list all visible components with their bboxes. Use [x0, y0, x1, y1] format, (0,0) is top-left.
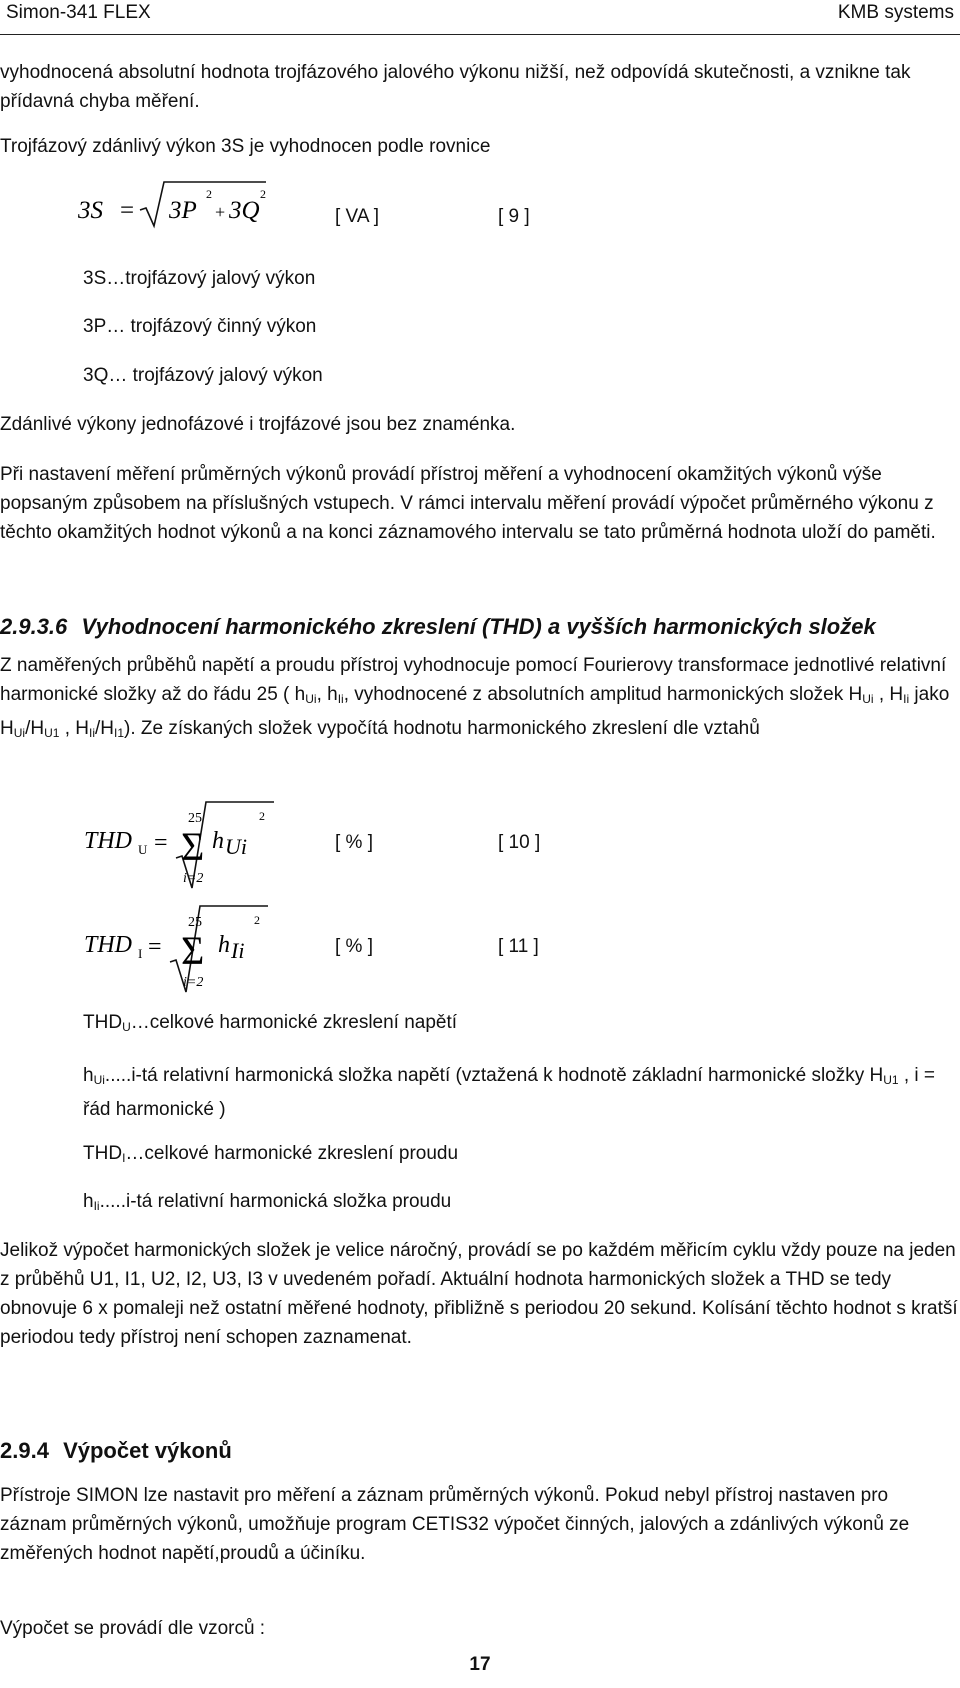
- def-h-voltage: $h_{Ui}.....i-tá$ relativní harmonická složka napětí (vztažená k hodnotě základní harmonické složky $H_{U1}$ , i = řád harmonické ): [83, 1065, 936, 1120]
- header-rule: [0, 34, 960, 35]
- eq10-upper: 25: [188, 811, 202, 826]
- eq10-equals: =: [154, 830, 168, 856]
- eq11-h-sub: Ii: [231, 938, 245, 963]
- eq9-term-q: 3Q: [229, 197, 260, 224]
- page-header: [6, 0, 954, 26]
- eq11-exp: 2: [254, 913, 260, 927]
- section-number-thd: 2.9.3.6: [0, 614, 68, 639]
- eq10-lhs-sub: U: [138, 842, 148, 857]
- eq9-number: [ 9 ]: [498, 206, 530, 227]
- intro-paragraph: vyhodnocená absolutní hodnota trojfázového jalového výkonu nižší, než odpovídá skutečnosti, a vznikne tak přídavná chyba měření.: [0, 62, 911, 112]
- eq10-h: h: [212, 828, 224, 854]
- thd-paragraph: Z naměřených průběhů napětí a proudu přístroj vyhodnocuje pomocí Fourierovy transformace jednotlivé relativní harmonické složky až do řádu 25 ( $h_{Ui}$, $h_{Ii}$, vyhodnocené z absolutních amplitud harmonických složek $H_{Ui}$ , $H_{Ii}$ jako $H_{Ui}/H_{U1}$ , $H_{Ii}/H_{I1}$). Ze získaných složek vypočítá hodnotu harmonického zkreslení dle vztahů: [0, 655, 950, 740]
- def-apparent-power: 3S…trojfázový jalový výkon: [83, 268, 316, 289]
- eq9-equals: =: [120, 197, 135, 224]
- eq11-h: h: [218, 932, 230, 958]
- def-active-power: 3P… trojfázový činný výkon: [83, 316, 317, 337]
- eq9-exp-p: 2: [206, 187, 212, 201]
- eq11-lhs-sub: I: [138, 946, 143, 961]
- section-number-power: 2.9.4: [0, 1438, 49, 1463]
- section-title-power: Výpočet výkonů: [63, 1438, 232, 1463]
- unsigned-note: Zdánlivé výkony jednofázové i trojfázové jsou bez znaménka.: [0, 414, 516, 435]
- apparent-power-intro: Trojfázový zdánlivý výkon 3S je vyhodnocen podle rovnice: [0, 136, 491, 157]
- eq11-equals: =: [148, 934, 162, 960]
- eq11-lower: i=2: [183, 975, 204, 990]
- section-title-thd: Vyhodnocení harmonického zkreslení (THD) a vyšších harmonických složek: [81, 614, 876, 639]
- def-thd-current: $THD_I\dots celkové$ harmonické zkreslení proudu: [83, 1143, 459, 1165]
- def-reactive-power: 3Q… trojfázový jalový výkon: [83, 365, 323, 386]
- thd-cycle-paragraph: Jelikož výpočet harmonických složek je velice náročný, provádí se po každém měřicím cyklu vždy pouze na jeden z průběhů U1, I1, U2, I2, U3, I3 v uvedeném pořadí. Aktuální hodnota harmonických složek a THD se tedy obnovuje 6 x pomaleji než ostatní měřené hodnoty, přibližně s periodou 20 sekund. Kolísání těchto hodnot s kratší periodou tedy přístroj není schopen zaznamenat.: [0, 1240, 958, 1348]
- averaging-paragraph: Při nastavení měření průměrných výkonů provádí přístroj měření a vyhodnocení okamžitých výkonů výše popsaným způsobem na příslušných vstupech. V rámci intervalu měření provádí výpočet průměrného výkonu z těchto okamžitých hodnot výkonů a na konci záznamového intervalu se tato průměrná hodnota uloží do paměti.: [0, 464, 936, 543]
- eq9-plus: +: [215, 202, 226, 222]
- equation-thd-current: [82, 900, 282, 996]
- def-h-current: $h_{Ii}.....i-tá$ relativní harmonická složka proudu: [83, 1191, 452, 1213]
- eq10-number: [ 10 ]: [498, 832, 541, 853]
- eq10-lower: i=2: [183, 871, 204, 886]
- equation-thd-voltage: [82, 798, 282, 894]
- formula-intro: Výpočet se provádí dle vzorců :: [0, 1618, 266, 1639]
- eq10-exp: 2: [259, 809, 265, 823]
- eq9-lhs: 3S: [78, 197, 103, 224]
- section-heading-thd: [0, 614, 876, 640]
- page-number: 17: [469, 1654, 491, 1675]
- eq11-unit: [ % ]: [335, 936, 374, 957]
- eq11-lhs: THD: [84, 932, 133, 958]
- eq9-unit: [ VA ]: [335, 206, 380, 227]
- equation-apparent-power: [78, 178, 268, 232]
- eq10-h-sub: Ui: [225, 834, 247, 859]
- eq9-exp-q: 2: [260, 187, 266, 201]
- eq10-lhs: THD: [84, 828, 133, 854]
- def-thd-voltage: $THD_U\dots celkové$ harmonické zkreslení napětí: [83, 1012, 458, 1034]
- header-company: KMB systems: [837, 2, 954, 23]
- eq11-upper: 25: [188, 915, 202, 930]
- eq9-term-p: 3P: [169, 197, 197, 224]
- eq11-number: [ 11 ]: [498, 936, 539, 957]
- header-product: Simon-341 FLEX: [6, 2, 151, 23]
- section-heading-power: [0, 1438, 232, 1464]
- eq11-sigma: Σ: [181, 928, 205, 973]
- eq10-sigma: Σ: [181, 824, 205, 869]
- eq10-unit: [ % ]: [335, 832, 374, 853]
- power-paragraph: Přístroje SIMON lze nastavit pro měření a záznam průměrných výkonů. Pokud nebyl přístroj nastaven pro záznam průměrných výkonů, umožňuje program CETIS32 výpočet činných, jalových a zdánlivých výkonů ze změřených hodnot napětí,proudů a účiníku.: [0, 1485, 910, 1564]
